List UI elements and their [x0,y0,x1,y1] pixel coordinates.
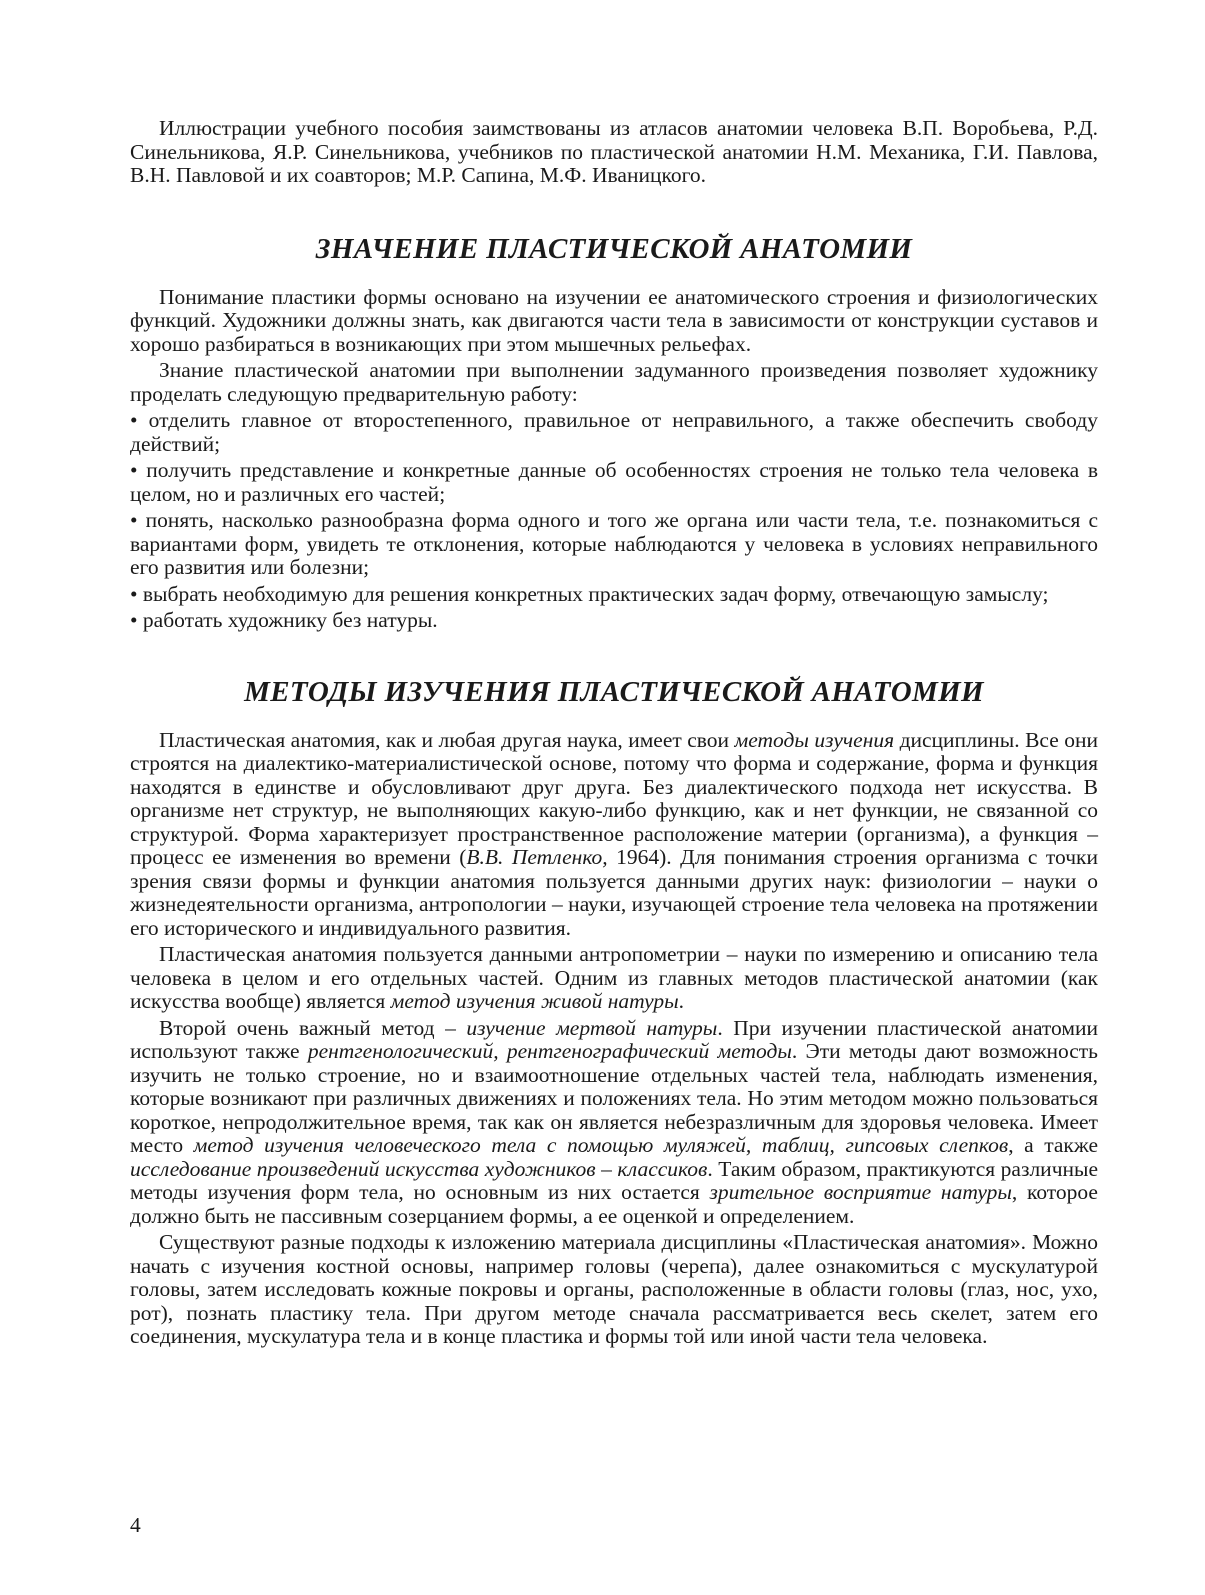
italic-term: изучение мертвой натуры [466,1015,718,1040]
list-item: • получить представление и конкретные данные об особенностях строения не только тела человека в целом, но и различных его частей; [130,458,1098,506]
italic-term: методы изучения [734,727,895,752]
paragraph: Второй очень важный метод – изучение мертвой натуры. При изучении пластической анатомии используют также рентгенологический, рентгенографический методы. Эти методы дают возможность изучить не только строение, но и взаимоотношение отдельных частей тела, наблюдать изменения, которые возникают при различных движениях и положениях тела. Но этим методом можно пользоваться короткое, непродолжительное время, так как он является небезразличным для здоровья человека. Имеет место метод изучения человеческого тела с помощью муляжей, таблиц, гипсовых слепков, а также исследование произведений искусства художников – классиков. Таким образом, практикуются различные методы изучения форм тела, но основным из них остается зрительное восприятие натуры, которое должно быть не пассивным созерцанием формы, а ее оценкой и определением. [130,1015,1099,1228]
paragraph: Пластическая анатомия пользуется данными антропометрии – науки по измерению и описанию тела человека в целом и его отдельных частей. Одним из главных методов пластической анатомии (как искусства вообще) является метод изучения живой натуры. [130,942,1098,1013]
list-item: • понять, насколько разнообразна форма одного и того же органа или части тела, т.е. познакомиться с вариантами форм, увидеть те отклонения, которые наблюдаются у человека в условиях неправильного его развития или болезни; [130,508,1098,579]
section-heading-metody: МЕТОДЫ ИЗУЧЕНИЯ ПЛАСТИЧЕСКОЙ АНАТОМИИ [244,675,984,708]
paragraph: Знание пластической анатомии при выполнении задуманного произведения позволяет художнику проделать следующую предварительную работу: [130,358,1098,406]
list-item: • отделить главное от второстепенного, правильное от неправильного, а также обеспечить свободу действий; [130,408,1098,456]
italic-term: рентгенологический, рентгенографический методы [307,1039,792,1063]
list-item: • работать художнику без натуры. [130,608,438,632]
intro-paragraph: Иллюстрации учебного пособия заимствованы из атласов анатомии человека В.П. Воробьева, Р.Д. Синельникова, Я.Р. Синельникова, учебников по пластической анатомии Н.М. Механика, Г.И. Павлова, В.Н. Павловой и их соавторов; М.Р. Сапина, М.Ф. Иваницкого. [130,116,1098,187]
section-heading-znachenie: ЗНАЧЕНИЕ ПЛАСТИЧЕСКОЙ АНАТОМИИ [315,232,913,265]
page-body [130,117,1098,1349]
list-item: • выбрать необходимую для решения конкретных практических задач форму, отвечающую замыслу; [130,581,1049,606]
italic-term: метод изучения живой натуры [390,989,679,1013]
paragraph: Понимание пластики формы основано на изучении ее анатомического строения и физиологических функций. Художники должны знать, как двигаются части тела в зависимости от конструкции суставов и хорошо разбираться в возникающих при этом мышечных рельефах. [130,284,1098,356]
paragraph: Пластическая анатомия, как и любая другая наука, имеет свои методы изучения дисциплины. Все они строятся на диалектико-материалистической основе, потому что форма и содержание, форма и функция находятся в единстве и обусловливают друг друга. Без диалектического подхода нет искусства. В организме нет структур, не выполняющих какую-либо функцию, как и нет функции, не связанной со структурой. Форма характеризует пространственное расположение материи (организма), а функция – процесс ее изменения во времени (В.В. Петленко, 1964). Для понимания строения организма с точки зрения связи формы и функции анатомия пользуется данными других наук: физиологии – науки о жизнедеятельности организма, антропологии – науки, изучающей строение тела человека на протяжении его исторического и индивидуального развития. [130,727,1099,940]
italic-term: метод изучения человеческого тела с помощью муляжей, таблиц, гипсовых слепков [193,1133,1009,1157]
page-number: 4 [130,1513,141,1537]
paragraph: Существуют разные подходы к изложению материала дисциплины «Пластическая анатомия». Можно начать с изучения костной основы, например головы (черепа), далее ознакомиться с мускулатурой головы, затем исследовать кожные покровы и органы, расположенные в области головы (глаз, нос, ухо, рот), познать пластику тела. При другом методе сначала рассматривается весь скелет, затем его соединения, мускулатура тела и в конце пластика и формы той или иной части тела человека. [130,1230,1098,1348]
italic-term: зрительное восприятие натуры [709,1180,1012,1204]
italic-citation: В.В. Петленко, [466,845,608,869]
italic-term: исследование произведений искусства художников – классиков [130,1156,708,1181]
